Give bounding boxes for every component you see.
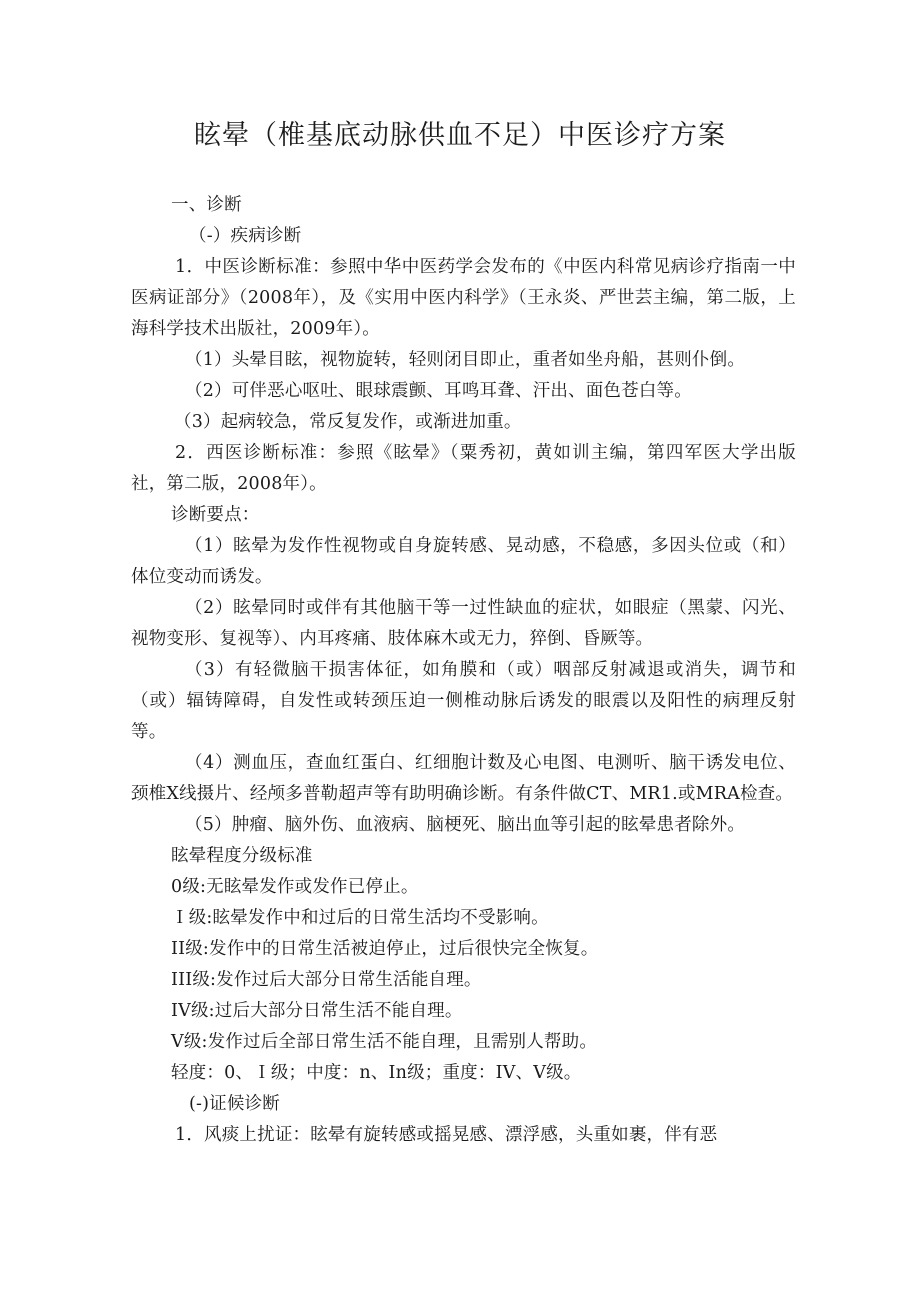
- key-point-4: （4）测血压，查血红蛋白、红细胞计数及心电图、电测听、脑干诱发电位、颈椎X线摄片、经颅多普勒超声等有助明确诊断。有条件做CT、MR1.或MRA检查。: [131, 753, 796, 804]
- tcm-diagnostic-standard: 1．中医诊断标准：参照中华中医药学会发布的《中医内科常见病诊疗指南一中医病证部分》（2008年），及《实用中医内科学》（王永炎、严世芸主编，第二版，上海科学技术出版社，2009年）。: [131, 257, 796, 339]
- grade-0: 0级:无眩晕发作或发作已停止。: [171, 877, 419, 897]
- tcm-criterion-2: （2）可伴恶心呕吐、眼球震颤、耳鸣耳聋、汗出、面色苍白等。: [185, 381, 692, 401]
- section-heading-diagnosis: 一、诊断: [171, 195, 242, 215]
- grade-2: II级:发作中的日常生活被迫停止，过后很快完全恢复。: [171, 939, 599, 959]
- key-point-3: （3）有轻微脑干损害体征，如角膜和（或）咽部反射减退或消失，调节和（或）辐铸障碍，自发性或转颈压迫一侧椎动脉后诱发的眼震以及阳性的病理反射等。: [131, 660, 796, 742]
- grade-1: Ｉ级:眩晕发作中和过后的日常生活均不受影响。: [171, 908, 549, 928]
- grade-4: IV级:过后大部分日常生活不能自理。: [171, 1001, 463, 1021]
- subsection-heading-disease-diagnosis: （-）疾病诊断: [189, 226, 302, 246]
- severity-classification: 轻度：0、Ｉ级；中度：n、In级；重度：IV、V级。: [171, 1063, 582, 1083]
- syndrome-wind-phlegm: 1．风痰上扰证：眩晕有旋转感或摇晃感、漂浮感，头重如裹，伴有恶: [175, 1125, 718, 1145]
- western-diagnostic-standard: 2．西医诊断标准：参照《眩晕》（粟秀初，黄如训主编，第四军医大学出版社，第二版，2008年）。: [131, 443, 796, 494]
- key-point-1: （1）眩晕为发作性视物或自身旋转感、晃动感，不稳感，多因头位或（和）体位变动而诱发。: [131, 536, 796, 587]
- tcm-criterion-3: （3）起病较急，常反复发作，或渐进加重。: [174, 412, 522, 432]
- subsection-heading-syndrome-diagnosis: (-)证候诊断: [189, 1094, 280, 1114]
- grade-5: V级:发作过后全部日常生活不能自理，且需别人帮助。: [171, 1032, 598, 1052]
- grading-standard-title: 眩晕程度分级标准: [171, 846, 313, 866]
- document-body: [131, 190, 796, 1151]
- key-point-2: （2）眩晕同时或伴有其他脑干等一过性缺血的症状，如眼症（黑蒙、闪光、视物变形、复视等）、内耳疼痛、肢体麻木或无力，猝倒、昏厥等。: [131, 598, 796, 649]
- tcm-criterion-1: （1）头晕目眩，视物旋转，轻则闭目即止，重者如坐舟船，甚则仆倒。: [185, 350, 746, 370]
- key-point-5: （5）肿瘤、脑外伤、血液病、脑梗死、脑出血等引起的眩晕患者除外。: [185, 815, 746, 835]
- grade-3: III级:发作过后大部分日常生活能自理。: [171, 970, 482, 990]
- key-points-label: 诊断要点：: [171, 505, 260, 525]
- page-title: 眩晕（椎基底动脉供血不足）中医诊疗方案: [194, 120, 726, 151]
